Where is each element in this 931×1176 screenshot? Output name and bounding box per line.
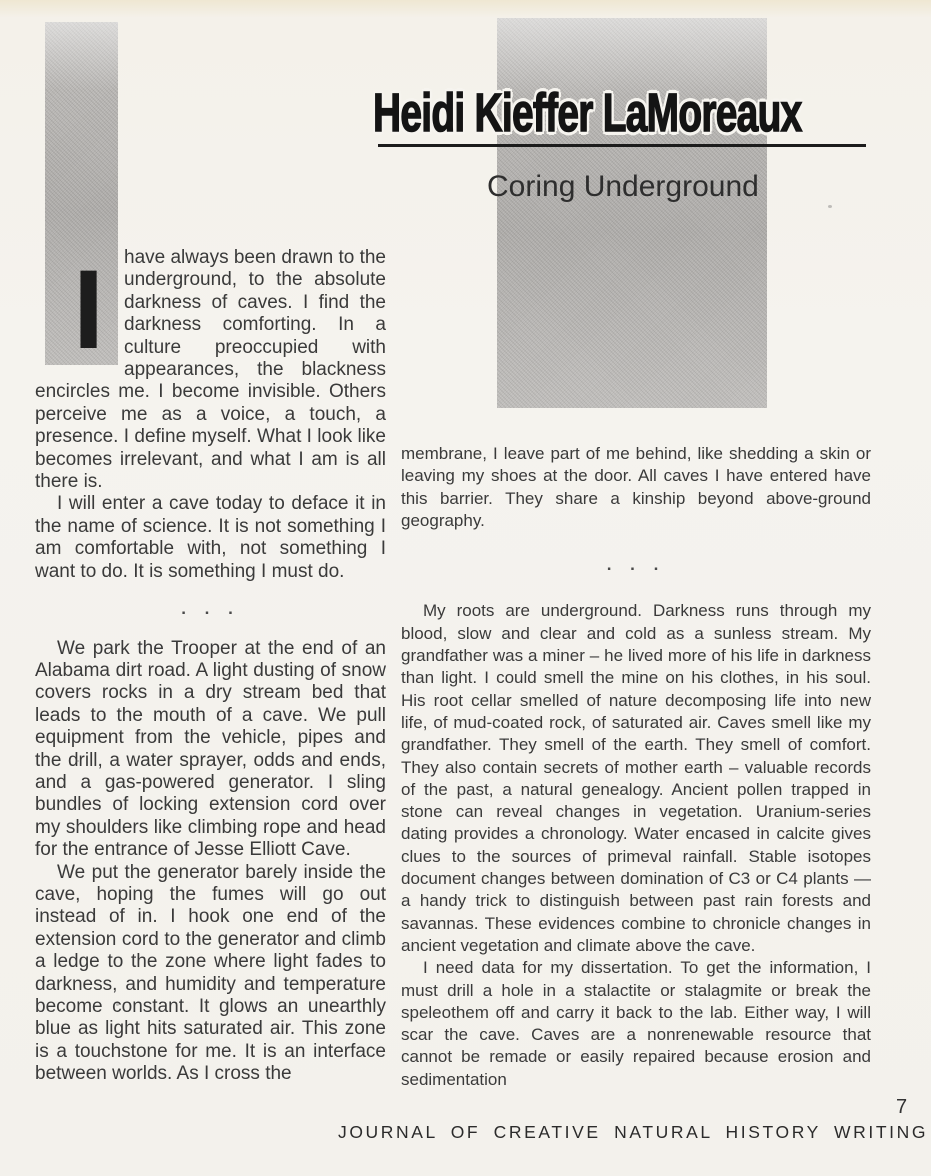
paragraph: membrane, I leave part of me behind, like shedding a skin or leaving my shoes at the door. All caves I have entered have this barrier. They share a kinship beyond above-ground geography. [401,444,871,530]
article-title: Coring Underground [487,170,759,203]
drop-cap-spacer [35,247,124,360]
paragraph: We put the generator barely inside the cave, hoping the fumes will go out instead of in. I hook one end of the extension cord to the generator and climb a ledge to the zone where light fades to darkness, and humidity and temperature become constant. It glows an unearthly blue as light hits saturated air. This zone is a touchstone for me. It is an interface between worlds. As I cross the [35,861,386,1085]
paragraph: I need data for my dissertation. To get the information, I must drill a hole in a stalactite or stalagmite or break the speleothem off and carry it back to the lab. Either way, I will scar the cave. Caves are a nonrenewable resource that cannot be remade or easily repaired because erosion and sedimentation [401,958,871,1089]
section-separator: . . . [606,555,666,575]
paragraph [35,247,386,493]
journal-footer: JOURNAL OF CREATIVE NATURAL HISTORY WRITING [338,1122,929,1142]
page-number: 7 [896,1096,908,1118]
title-rule [378,144,866,147]
paragraph: I will enter a cave today to deface it in the name of science. It is not something I am comfortable with, not something I want to do. It is something I must do. [35,493,386,582]
left-column [35,247,386,1086]
scan-speck [116,1003,119,1006]
scan-speck [828,205,832,208]
paragraph-text: have always been drawn to the underground, to the absolute darkness of caves. I find the darkness comforting. In a culture preoccupied with appearances, the blackness encircles me. I become invisible. Others perceive me as a voice, a touch, a presence. I define myself. What I look like becomes irrelevant, and what I am is all there is. [35,247,386,493]
author-name-heading: Heidi Kieffer LaMoreaux [373,83,802,143]
paragraph: My roots are underground. Darkness runs through my blood, slow and clear and cold as a sunless stream. My grandfather was a miner – he lived more of his life in darkness than light. I could smell the mine on his clothes, in his soul. His root cellar smelled of nature decomposing life into new life, of mud-coated rock, of saturated air. Caves smell like my grandfather. They smell of the earth. They smell of comfort. They also contain secrets of mother earth – valuable records of the past, a natural genealogy. Ancient pollen trapped in stone can reveal changes in vegetation. Uranium-series dating provides a chronology. Water encased in calcite gives clues to the sources of primeval rainfall. Stable isotopes document changes between domination of C3 or C4 plants — a handy trick to distinguish between past rain forests and savannas. These evidences combine to chronicle changes in ancient vegetation and climate above the cave. [401,601,871,955]
scan-speck [76,760,79,762]
paragraph: We park the Trooper at the end of an Alabama dirt road. A light dusting of snow covers rocks in a dry stream bed that leads to the mouth of a cave. We pull equipment from the vehicle, pipes and the drill, a water sprayer, odds and ends, and a gas-powered generator. I sling bundles of locking extension cord over my shoulders like climbing rope and head for the entrance of Jesse Elliott Cave. [35,637,386,861]
drop-cap: I [73,247,105,372]
right-column [401,443,871,1091]
title-background-block [497,18,767,408]
section-separator: . . . [181,599,240,619]
